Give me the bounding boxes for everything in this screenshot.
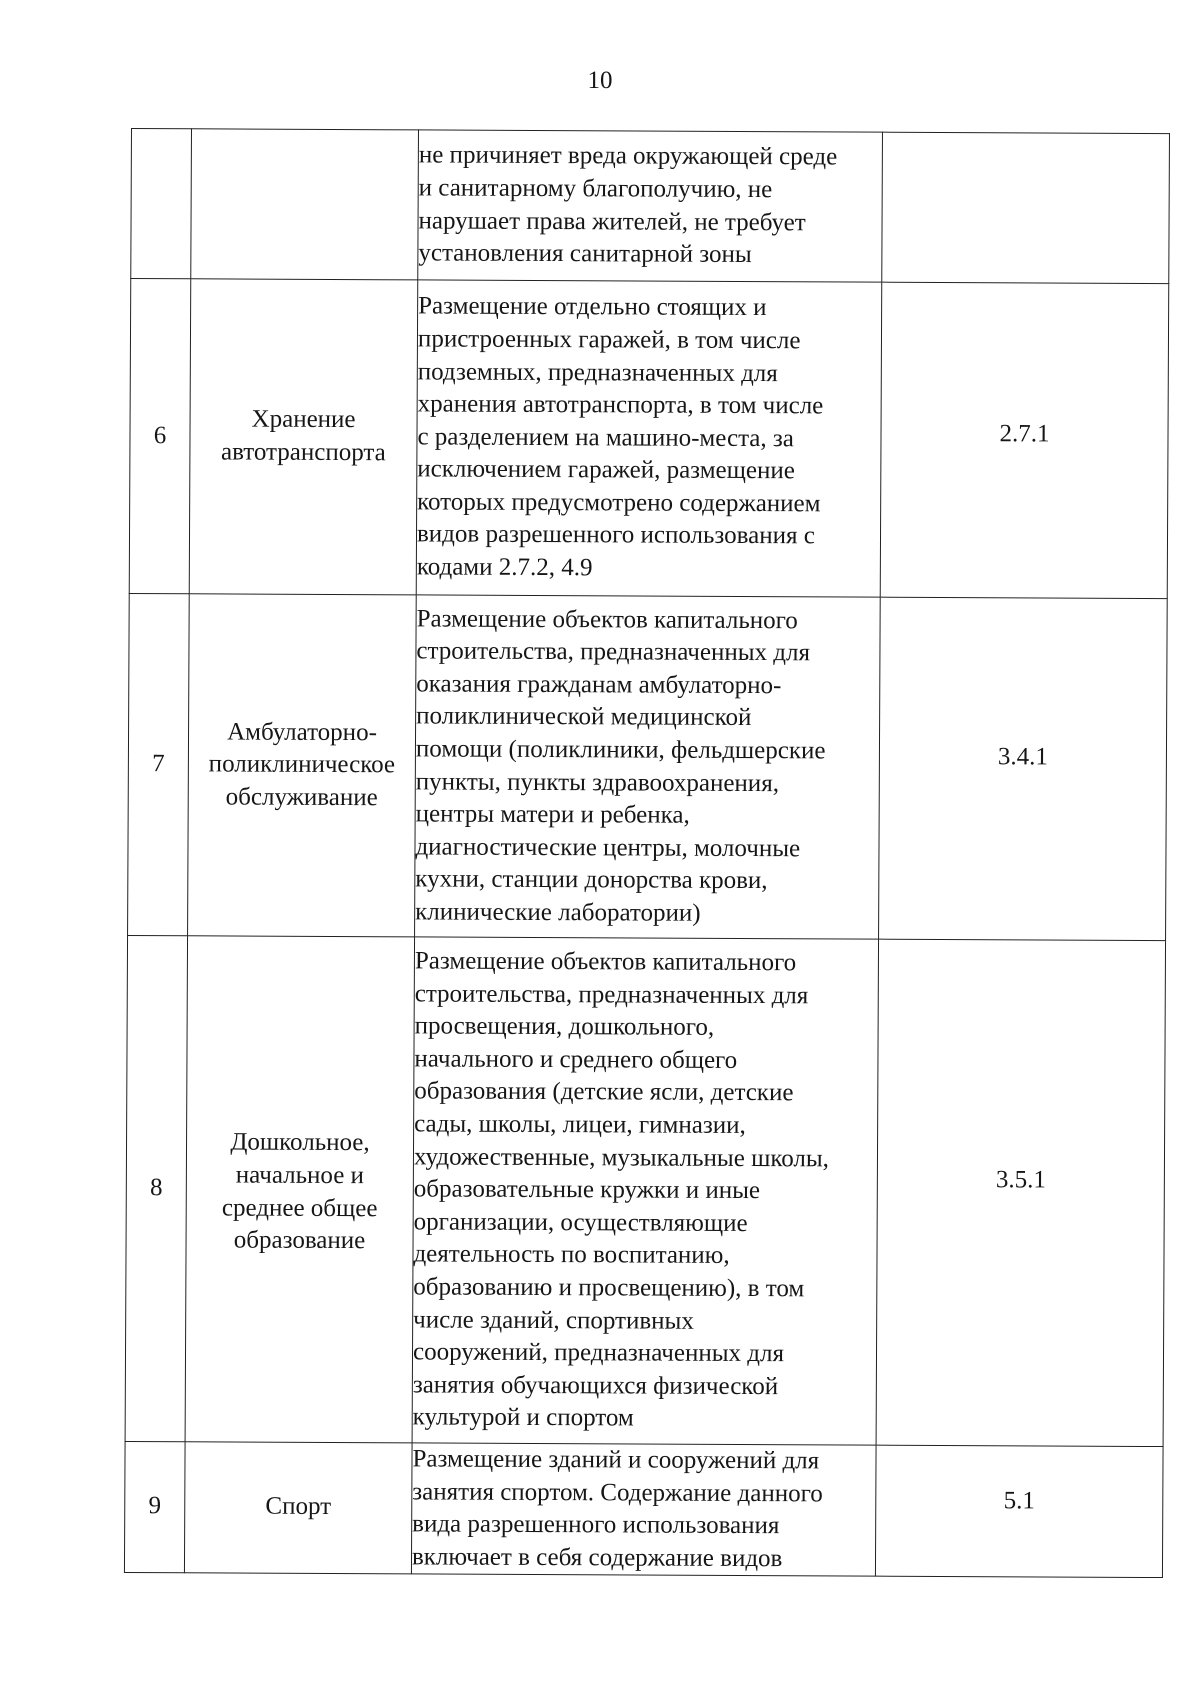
use-type-line: обслуживание [225,783,378,812]
description-line: подземных, предназначенных для [417,357,778,387]
code-cell: 3.5.1 [876,939,1165,1446]
description-line: художественные, музыкальные школы, [413,1143,830,1173]
description-line: Размещение объектов капитального [414,947,797,977]
description-line: диагностические центры, молочные [415,833,801,862]
use-type-line: среднее общее [221,1193,378,1222]
description-line: деятельность по воспитанию, [413,1240,730,1270]
description-line: вида разрешенного использования [412,1510,780,1540]
description-line: исключением гаражей, размещение [417,455,795,485]
use-type-line: Хранение [251,405,356,434]
description-line: строительства, предназначенных для [414,980,809,1009]
description-line: просвещения, дошкольного, [414,1012,715,1042]
description-line: видов разрешенного использования с [416,520,815,550]
description-line: кухни, станции донорства крови, [415,865,768,895]
description-line: Размещение объектов капитального [416,604,798,634]
description-cell [418,130,883,282]
description-line: образованию и просвещению), в том [413,1273,805,1303]
description-line: сады, школы, лицеи, гимназии, [414,1110,746,1140]
table-row [128,593,1168,940]
description-line: с разделением на машино-места, за [417,423,794,452]
description-line: строительства, предназначенных для [416,637,811,667]
use-type-line: поликлиническое [208,750,396,779]
description-line: кодами 2.7.2, 4.9 [416,553,593,582]
description-line: поликлинической медицинской [416,702,752,732]
description-cell [416,280,882,597]
description-line: хранения автотранспорта, в том числе [417,390,824,420]
description-line: занятия обучающихся физической [412,1371,779,1400]
code-cell [882,132,1170,283]
row-number-cell: 7 [128,593,190,935]
use-type-cell [191,129,419,280]
description-line: нарушает права жителей, не требует [418,206,806,236]
description-cell [411,1443,876,1577]
description-line: культурой и спортом [412,1403,634,1432]
description-line: сооружений, предназначенных для [412,1338,785,1368]
use-type-line: автотранспорта [220,438,386,467]
description-line: оказания гражданам амбулаторно- [416,670,782,699]
description-line: начального и среднего общего [414,1045,738,1074]
row-number-cell [131,129,192,279]
description-line: не причиняет вреда окружающей среде [418,141,838,171]
use-type-line: Амбулаторно- [227,718,378,746]
description-line: пункты, пункты здравоохранения, [415,767,780,797]
use-type-cell [189,279,418,595]
description-line: и санитарному благополучию, не [418,174,773,204]
use-type-line: образование [233,1226,366,1255]
use-type-line: Спорт [265,1492,332,1520]
table-row [125,935,1165,1446]
table-row [129,279,1169,599]
code-cell: 5.1 [875,1445,1163,1578]
row-number-cell: 8 [125,935,187,1441]
code-cell: 2.7.1 [880,282,1169,598]
use-type-cell [185,936,414,1443]
description-line: числе зданий, спортивных [413,1305,694,1335]
description-line: центры матери и ребенка, [415,800,690,829]
description-line: установления санитарной зоны [418,239,752,269]
description-cell [412,937,878,1445]
table-row [124,1441,1163,1577]
land-use-table [124,128,1170,1578]
description-line: образовательные кружки и иные [413,1175,761,1205]
description-cell [415,595,881,939]
description-line: пристроенных гаражей, в том числе [417,325,801,355]
use-type-cell [188,594,417,937]
page-number: 10 [587,67,613,94]
description-line: занятия спортом. Содержание данного [412,1477,823,1507]
description-line: Размещение зданий и сооружений для [412,1445,820,1475]
description-line: образования (детские ясли, детские [414,1077,794,1107]
use-type-line: Дошкольное, [230,1128,370,1157]
description-line: которых предусмотрено содержанием [417,488,821,518]
row-number-cell: 6 [129,279,191,594]
description-line: клинические лаборатории) [415,898,701,927]
code-cell: 3.4.1 [879,597,1168,940]
table-row [131,129,1170,284]
use-type-cell [184,1442,412,1574]
description-line: помощи (поликлиники, фельдшерские [415,735,826,765]
description-line: организации, осуществляющие [413,1208,748,1237]
description-line: включает в себя содержание видов [411,1543,783,1572]
description-line: Размещение отдельно стоящих и [418,292,767,322]
row-number-cell: 9 [124,1441,185,1573]
use-type-line: начальное и [235,1161,365,1190]
